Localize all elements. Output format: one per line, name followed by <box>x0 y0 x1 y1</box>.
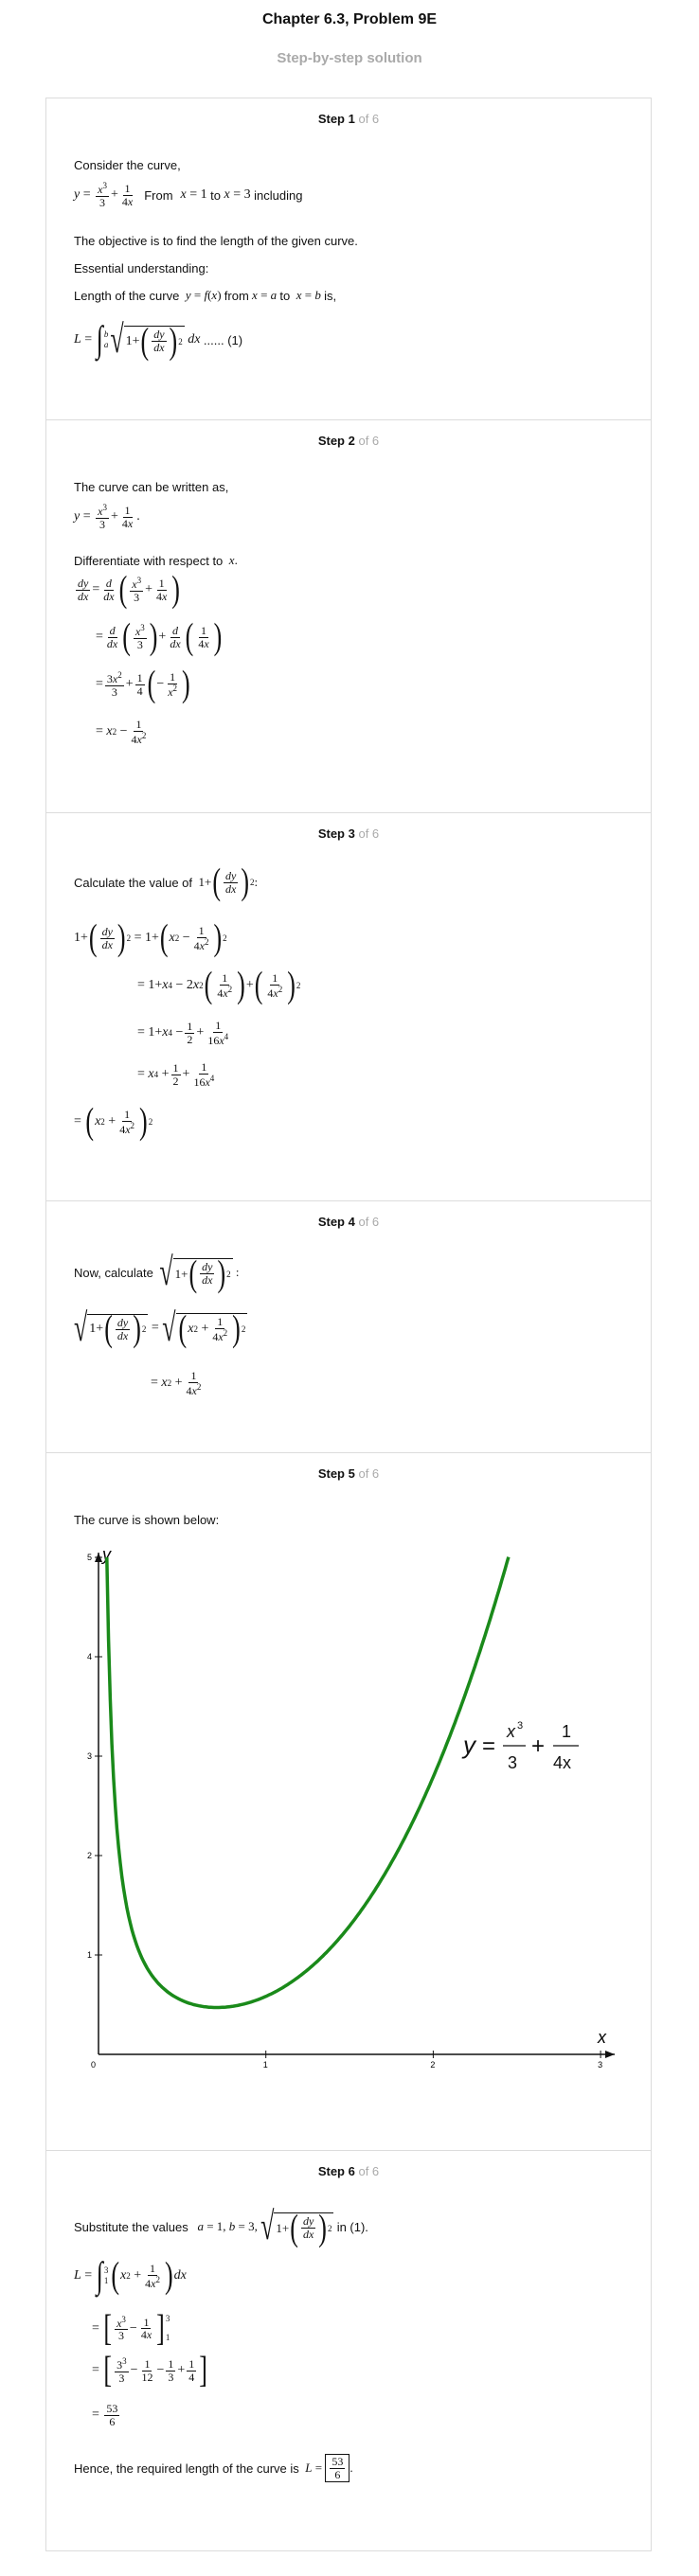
math-expression: y = $x^3$ 3 + 1 4x . <box>74 503 140 531</box>
step-text: The curve can be written as, <box>74 480 229 494</box>
math-expression: L = ∫ 3 1 ( x 2 + 1 $4x^2$ ) dx <box>74 2254 187 2297</box>
svg-text:1: 1 <box>562 1722 572 1741</box>
curve-chart <box>46 1543 634 2083</box>
svg-text:4x: 4x <box>553 1753 572 1772</box>
y-tick-label: 2 <box>87 1851 93 1860</box>
step-text: Substitute the values a = 1, b = 3, √ 1+ ( dy dx ) 2 in (1). <box>74 2204 368 2248</box>
x-axis-label: x <box>598 2028 606 2047</box>
math-expression: = x 4 + 1 2 + 1 $16x^4$ <box>137 1060 215 1089</box>
step-title: Step 2 of 6 <box>317 434 380 448</box>
step-title: Step 6 of 6 <box>317 2164 380 2178</box>
step-title: Step 5 of 6 <box>317 1466 380 1481</box>
step-title: Step 3 of 6 <box>317 826 380 841</box>
y-tick-label: 4 <box>87 1652 93 1661</box>
step-title: Step 1 of 6 <box>317 112 380 126</box>
svg-text:+: + <box>531 1733 546 1759</box>
math-expression: = 53 6 <box>92 2402 118 2428</box>
math-expression: = [ $x^3$ 3 − 1 4x ] 3 1 <box>92 2307 170 2349</box>
math-expression: dy dx = d dx ( $x^3$ 3 + 1 4x ) <box>78 568 180 611</box>
math-expression: = $3x^2$ 3 + 1 4 ( − 1 $x^2$ ) <box>96 663 190 705</box>
math-expression: √ 1+ ( dy dx ) 2 = √ ( x 2 + 1 $4x^2$ ) 2 <box>74 1305 246 1350</box>
math-expression: = d dx ( $x^3$ 3 ) + d dx ( 1 4x ) <box>96 615 223 658</box>
step-card-4 <box>45 1201 652 1453</box>
svg-text:3: 3 <box>508 1753 518 1772</box>
math-expression: = [ $3^3$ 3 − 1 12 − 1 3 + 1 4 ] <box>92 2349 207 2391</box>
solution-subtitle: Step-by-step solution <box>277 50 422 66</box>
step-title: Step 4 of 6 <box>317 1215 380 1229</box>
math-expression: Length of the curve y = f ( x ) from x = a to x = b is, <box>74 288 337 303</box>
step-text: Differentiate with respect to x . <box>74 553 238 568</box>
chapter-title: Chapter 6.3, Problem 9E <box>261 11 438 27</box>
x-axis-arrow <box>605 2051 615 2058</box>
step-text: Now, calculate √ 1+ ( dy dx ) 2 : <box>74 1250 240 1294</box>
math-expression: = x 2 − 1 $4x^2$ <box>96 718 147 746</box>
svg-text:y: y <box>463 1731 475 1759</box>
math-expression: = 1+ x 4 − 1 2 + 1 $16x^4$ <box>137 1019 229 1047</box>
x-tick-label: 1 <box>262 2060 268 2070</box>
y-tick-label: 3 <box>87 1751 93 1761</box>
svg-text:3: 3 <box>517 1720 524 1732</box>
step-card-5 <box>45 1453 652 2151</box>
step-card-6 <box>45 2151 652 2551</box>
math-expression: = 1+ x 4 − 2 x 2 ( 1 $4x^2$ ) + ( 1 $4x^2$ ) 2 <box>137 964 301 1006</box>
step-card-2 <box>45 420 652 813</box>
x-tick-label: 0 <box>91 2060 97 2070</box>
y-axis-label: y <box>102 1545 111 1564</box>
step-text: Calculate the value of 1+ ( dy dx ) 2 : <box>74 861 259 903</box>
step-text: The curve is shown below: <box>74 1513 220 1527</box>
math-expression: = ( x 2 + 1 $4x^2$ ) 2 <box>74 1100 153 1143</box>
svg-text:=: = <box>482 1733 496 1759</box>
step-text: Essential understanding: <box>74 261 209 275</box>
x-tick-label: 2 <box>430 2060 436 2070</box>
step-text: The objective is to find the length of the given curve. <box>74 234 358 248</box>
step-text: Consider the curve, <box>74 158 181 172</box>
math-expression: = x 2 + 1 $4x^2$ <box>151 1369 202 1397</box>
y-tick-label: 5 <box>87 1553 93 1562</box>
step-card-1 <box>45 98 652 420</box>
arc-length-formula: L = ∫ b a √ 1+ ( dy dx ) 2 dx ...... (1) <box>74 317 243 362</box>
math-expression: 1+ ( dy dx ) 2 = 1+ ( x 2 − 1 $4x^2$ ) 2 <box>74 916 227 959</box>
final-answer: Hence, the required length of the curve is L = 53 6 . <box>74 2455 353 2481</box>
step-card-3 <box>45 813 652 1201</box>
curve-line <box>107 1557 509 2008</box>
svg-text:x: x <box>507 1722 515 1741</box>
y-tick-label: 1 <box>87 1950 93 1960</box>
math-expression: y = $x^3$ 3 + 1 4x From x = 1 to x = 3 including <box>74 181 303 209</box>
x-tick-label: 3 <box>598 2060 603 2070</box>
curve-equation-label <box>461 1720 579 1772</box>
